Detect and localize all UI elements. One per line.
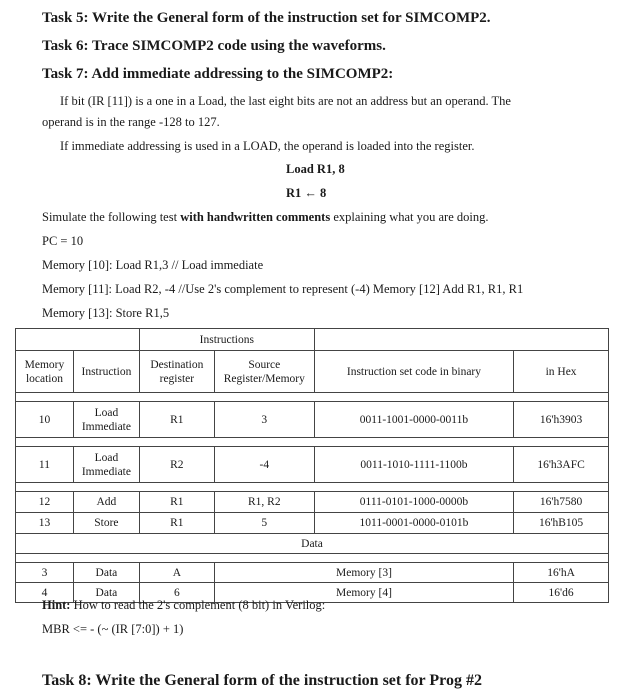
cell-hex: 16'h3903 (514, 402, 609, 438)
cell-location: 12 (16, 492, 74, 513)
cell-binary: 0011-1001-0000-0011b (314, 402, 513, 438)
cell-destination: R1 (139, 492, 214, 513)
cell-instruction-line2: Immediate (81, 420, 131, 433)
simulate-prefix: Simulate the following test (42, 210, 181, 224)
table-spacer (16, 483, 609, 492)
pc-line: PC = 10 (42, 234, 84, 248)
header-source (214, 351, 314, 393)
memory-11-line: Memory [11]: Load R2, -4 //Use 2's complement to represent (-4) Memory [12] Add R1, R1, R1 (42, 282, 524, 296)
cell-memory: Memory [3] (214, 563, 513, 583)
cell-instruction-line2: Immediate (81, 465, 131, 478)
spacer-cell (16, 554, 609, 563)
cell-instruction: Data (73, 563, 139, 583)
simulate-instruction (42, 210, 488, 225)
header-memory-line2: location (25, 372, 63, 385)
example-assign: R1 ← 8 (286, 186, 327, 200)
task-7-heading: Task 7: Add immediate addressing to the SIMCOMP2: (42, 66, 394, 82)
paragraph-line-3: If immediate addressing is used in a LOAD, the operand is loaded into the register. (60, 139, 475, 153)
memory-13-line: Memory [13]: Store R1,5 (42, 306, 170, 320)
paragraph-line-1: If bit (IR [11]) is a one in a Load, the last eight bits are not an address but an operand. The (60, 94, 511, 108)
table-row (16, 492, 609, 513)
cell-instruction (73, 402, 139, 438)
cell-source: R1, R2 (214, 492, 314, 513)
cell-instruction-line1: Load (94, 451, 119, 464)
table-header-row (16, 351, 609, 393)
cell-value: 6 (139, 583, 214, 603)
cell-location: 13 (16, 513, 74, 534)
cell-destination: R2 (139, 447, 214, 483)
header-destination-line1: Destination (150, 358, 204, 371)
cell-location: 3 (16, 563, 74, 583)
table-spacer (16, 554, 609, 563)
cell-instruction: Store (73, 513, 139, 534)
simulate-bold: with handwritten comments (180, 210, 331, 224)
table-spacer (16, 438, 609, 447)
hint-code: MBR <= - (~ (IR [7:0]) + 1) (42, 622, 184, 636)
cell-hex: 16'hA (514, 563, 609, 583)
cell-instruction: Data (73, 583, 139, 603)
task-5-heading: Task 5: Write the General form of the instruction set for SIMCOMP2. (42, 10, 491, 26)
simulate-suffix: explaining what you are doing. (330, 210, 489, 224)
hint-text: How to read the 2's complement (8 bit) in Verilog: (70, 598, 326, 612)
spacer-cell (16, 483, 609, 492)
cell-destination: R1 (139, 402, 214, 438)
table-title-row (16, 329, 609, 351)
cell-hex: 16'h3AFC (514, 447, 609, 483)
cell-binary: 0111-0101-1000-0000b (314, 492, 513, 513)
paragraph-line-2: operand is in the range -128 to 127. (42, 115, 220, 129)
cell-hex: 16'hB105 (514, 513, 609, 534)
cell-value: A (139, 563, 214, 583)
cell-source: 5 (214, 513, 314, 534)
cell-source: -4 (214, 447, 314, 483)
data-title-row (16, 534, 609, 554)
cell-location: 10 (16, 402, 74, 438)
cell-binary: 0011-1010-1111-1100b (314, 447, 513, 483)
header-memory-location (16, 351, 74, 393)
data-title: Data (16, 534, 609, 554)
cell-source: 3 (214, 402, 314, 438)
data-row (16, 563, 609, 583)
header-instruction: Instruction (73, 351, 139, 393)
header-source-line2: Register/Memory (223, 372, 305, 385)
cell-location: 11 (16, 447, 74, 483)
hint-label: Hint: (42, 598, 71, 612)
hint-line (42, 598, 325, 613)
spacer-cell (16, 438, 609, 447)
cell-memory: Memory [4] (214, 583, 513, 603)
table-row (16, 447, 609, 483)
instructions-title: Instructions (139, 329, 314, 351)
header-source-line1: Source (248, 358, 281, 371)
cell-location: 4 (16, 583, 74, 603)
cell-instruction (73, 447, 139, 483)
table-spacer (16, 393, 609, 402)
header-destination-line2: register (159, 372, 195, 385)
cell-destination: R1 (139, 513, 214, 534)
task-8-heading: Task 8: Write the General form of the instruction set for Prog #2 (42, 672, 482, 689)
table-row (16, 513, 609, 534)
header-hex: in Hex (514, 351, 609, 393)
header-binary: Instruction set code in binary (314, 351, 513, 393)
cell-binary: 1011-0001-0000-0101b (314, 513, 513, 534)
task-6-heading: Task 6: Trace SIMCOMP2 code using the waveforms. (42, 38, 386, 54)
memory-10-line: Memory [10]: Load R1,3 // Load immediate (42, 258, 264, 272)
table-title-blank-right (314, 329, 608, 351)
table-title-blank-left (16, 329, 140, 351)
cell-hex: 16'd6 (514, 583, 609, 603)
cell-instruction-line1: Load (94, 406, 119, 419)
header-memory-line1: Memory (24, 358, 65, 371)
cell-instruction: Add (73, 492, 139, 513)
instruction-table (15, 328, 609, 603)
cell-hex: 16'h7580 (514, 492, 609, 513)
header-destination (139, 351, 214, 393)
example-load: Load R1, 8 (286, 162, 345, 176)
table-row (16, 402, 609, 438)
spacer-cell (16, 393, 609, 402)
